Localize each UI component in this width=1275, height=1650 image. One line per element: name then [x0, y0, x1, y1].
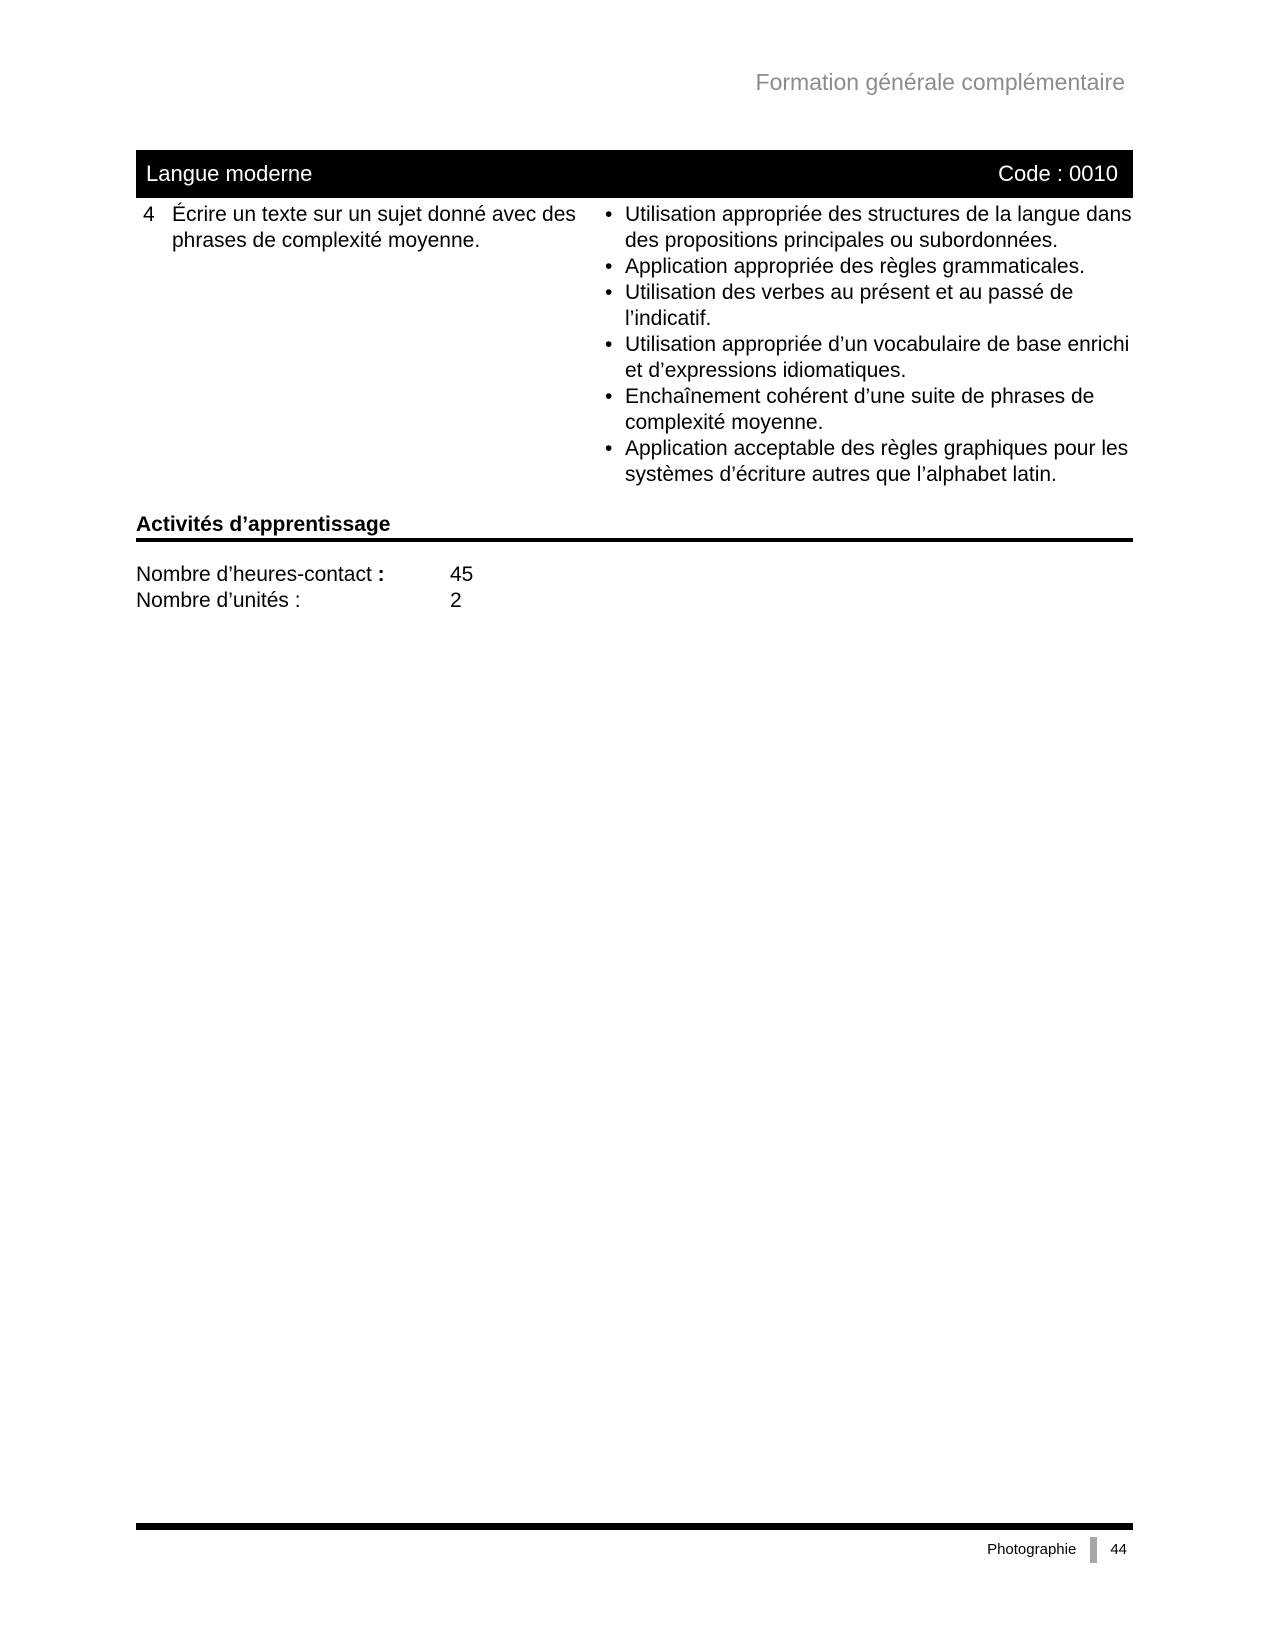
objective: [136, 202, 588, 488]
objective-number: 4: [143, 203, 155, 226]
activities-heading: Activités d’apprentissage: [136, 512, 1133, 542]
footer-rule: [136, 1523, 1133, 1530]
criterion-item: • Utilisation appropriée d’un vocabulaire de base enrichi et d’expressions idiomatiques.: [588, 332, 1133, 384]
detail-value: 45: [450, 563, 474, 586]
criterion-item: • Enchaînement cohérent d’une suite de phrases de complexité moyenne.: [588, 384, 1133, 436]
detail-label: Nombre d’heures-contact :: [136, 563, 385, 586]
detail-value: 2: [450, 589, 462, 612]
title-bar: [136, 150, 1133, 198]
course-title: Langue moderne: [146, 161, 313, 186]
objective-text: Écrire un texte sur un sujet donné avec des phrases de complexité moyenne.: [172, 203, 576, 252]
footer-section-label: Photographie: [987, 1541, 1077, 1558]
criterion-item: • Utilisation des verbes au présent et au passé de l’indicatif.: [588, 280, 1133, 332]
criteria-list: [588, 202, 1133, 488]
footer: [987, 1537, 1127, 1563]
footer-separator-bar: [1090, 1537, 1097, 1563]
criterion-item: • Utilisation appropriée des structures de la langue dans des propositions principales ou subordonnées.: [588, 202, 1133, 254]
course-code: Code : 0010: [998, 161, 1118, 186]
objective-criteria-block: [136, 202, 1133, 488]
details-rows: [136, 562, 1133, 614]
criterion-item: • Application appropriée des règles grammaticales.: [588, 254, 1133, 280]
running-head: Formation générale complémentaire: [755, 69, 1125, 95]
criterion-item: • Application acceptable des règles graphiques pour les systèmes d’écriture autres que l’alphabet latin.: [588, 436, 1133, 488]
footer-page-number: 44: [1110, 1541, 1127, 1558]
detail-row: [136, 562, 1133, 588]
criteria-column: [588, 202, 1133, 488]
detail-label: Nombre d’unités :: [136, 589, 301, 612]
detail-row: [136, 588, 1133, 614]
